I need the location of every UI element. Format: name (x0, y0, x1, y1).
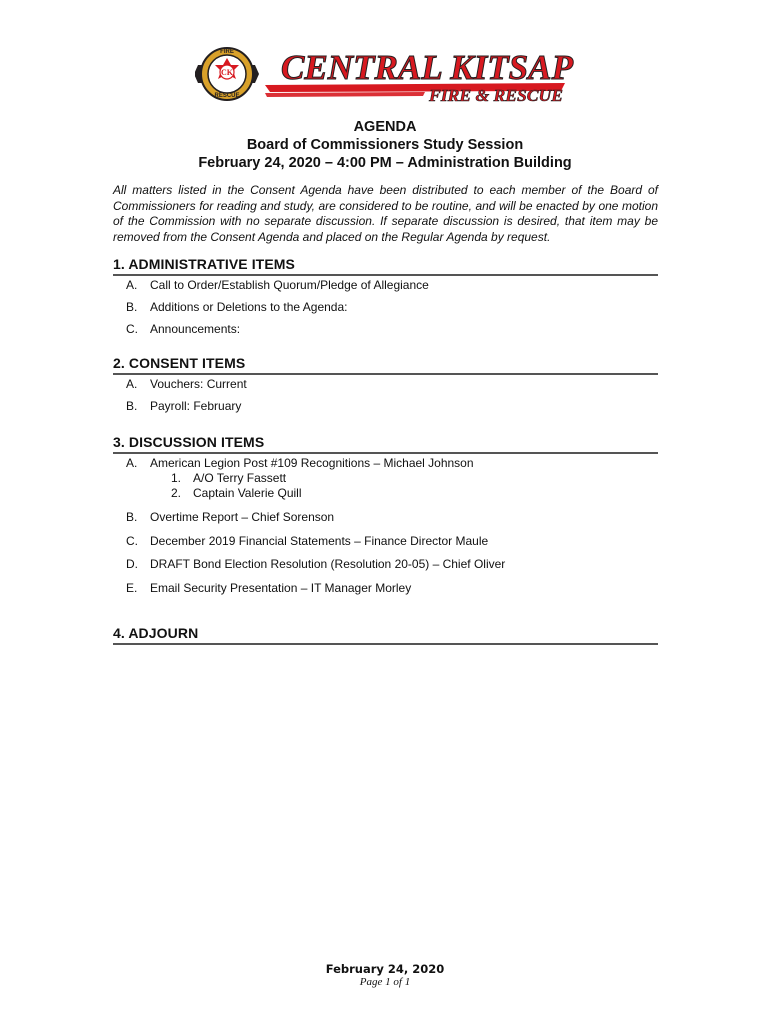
list-item (113, 377, 658, 399)
agenda-title-block (0, 118, 770, 172)
badge-initials: CK (221, 68, 233, 77)
section-administrative-items (113, 255, 658, 344)
item-text: Call to Order/Establish Quorum/Pledge of Allegiance (150, 278, 429, 292)
list-item (113, 322, 658, 344)
item-text: Vouchers: Current (150, 377, 247, 391)
logo-text-sub: FIRE & RESCUE (427, 86, 563, 103)
list-item (113, 399, 658, 421)
meeting-name: Board of Commissioners Study Session (246, 137, 524, 153)
list-item (113, 510, 658, 534)
meeting-date-location: February 24, 2020 – 4:00 PM – Administration Building (198, 155, 572, 171)
item-marker: E. (126, 580, 138, 595)
page-footer (0, 962, 770, 989)
agenda-title: AGENDA (353, 119, 417, 135)
item-marker: C. (126, 322, 138, 336)
sub-item-number: 1. (171, 471, 182, 485)
list-item (113, 456, 658, 510)
item-text: Payroll: February (150, 399, 242, 413)
item-text: Email Security Presentation – IT Manager Morley (150, 580, 412, 595)
item-marker: C. (126, 533, 138, 548)
item-marker: B. (126, 399, 138, 413)
item-marker: B. (126, 510, 138, 524)
list-item (113, 278, 658, 300)
item-marker: A. (126, 456, 138, 470)
section-consent-items (113, 354, 658, 421)
item-marker: B. (126, 300, 138, 314)
item-text: DRAFT Bond Election Resolution (Resolution 20-05) – Chief Oliver (150, 557, 506, 571)
section-heading: 1. ADMINISTRATIVE ITEMS (113, 255, 658, 276)
consent-agenda-notice: All matters listed in the Consent Agenda have been distributed to each member of the Board of Commissioners for reading and study, are considered to be routine, and will be enacted by one motion of the Commission with no separate discussion. If separate discussion is desired, that item may be removed from the Consent Agenda and placed on the Regular Agenda by request. (113, 183, 658, 244)
badge-text-bottom: RESCUE (214, 93, 240, 99)
logo-text-main: CENTRAL KITSAP (281, 48, 574, 87)
item-text: American Legion Post #109 Recognitions – Michael Johnson (150, 456, 474, 470)
section-heading: 2. CONSENT ITEMS (113, 354, 658, 375)
section-discussion-items (113, 433, 658, 604)
sub-item-text: A/O Terry Fassett (193, 471, 287, 485)
item-text: Additions or Deletions to the Agenda: (150, 300, 348, 314)
sub-item-text: Captain Valerie Quill (193, 486, 302, 500)
footer-date: February 24, 2020 (325, 962, 445, 976)
sub-item-number: 2. (171, 486, 182, 500)
list-item (113, 557, 658, 581)
central-kitsap-logo (195, 43, 580, 103)
list-item (113, 300, 658, 322)
item-marker: A. (126, 278, 138, 292)
item-marker: D. (126, 557, 138, 571)
list-item (113, 581, 658, 605)
item-marker: A. (126, 377, 138, 391)
fire-rescue-badge-icon (195, 48, 259, 100)
list-item (113, 534, 658, 558)
item-text: December 2019 Financial Statements – Finance Director Maule (150, 533, 489, 548)
page-number: Page 1 of 1 (359, 976, 411, 988)
section-heading: 3. DISCUSSION ITEMS (113, 433, 658, 454)
item-text: Announcements: (150, 322, 241, 336)
section-adjourn (113, 624, 658, 645)
section-heading: 4. ADJOURN (113, 624, 658, 645)
badge-text-top: FIRE (220, 49, 234, 55)
item-text: Overtime Report – Chief Sorenson (150, 510, 335, 524)
